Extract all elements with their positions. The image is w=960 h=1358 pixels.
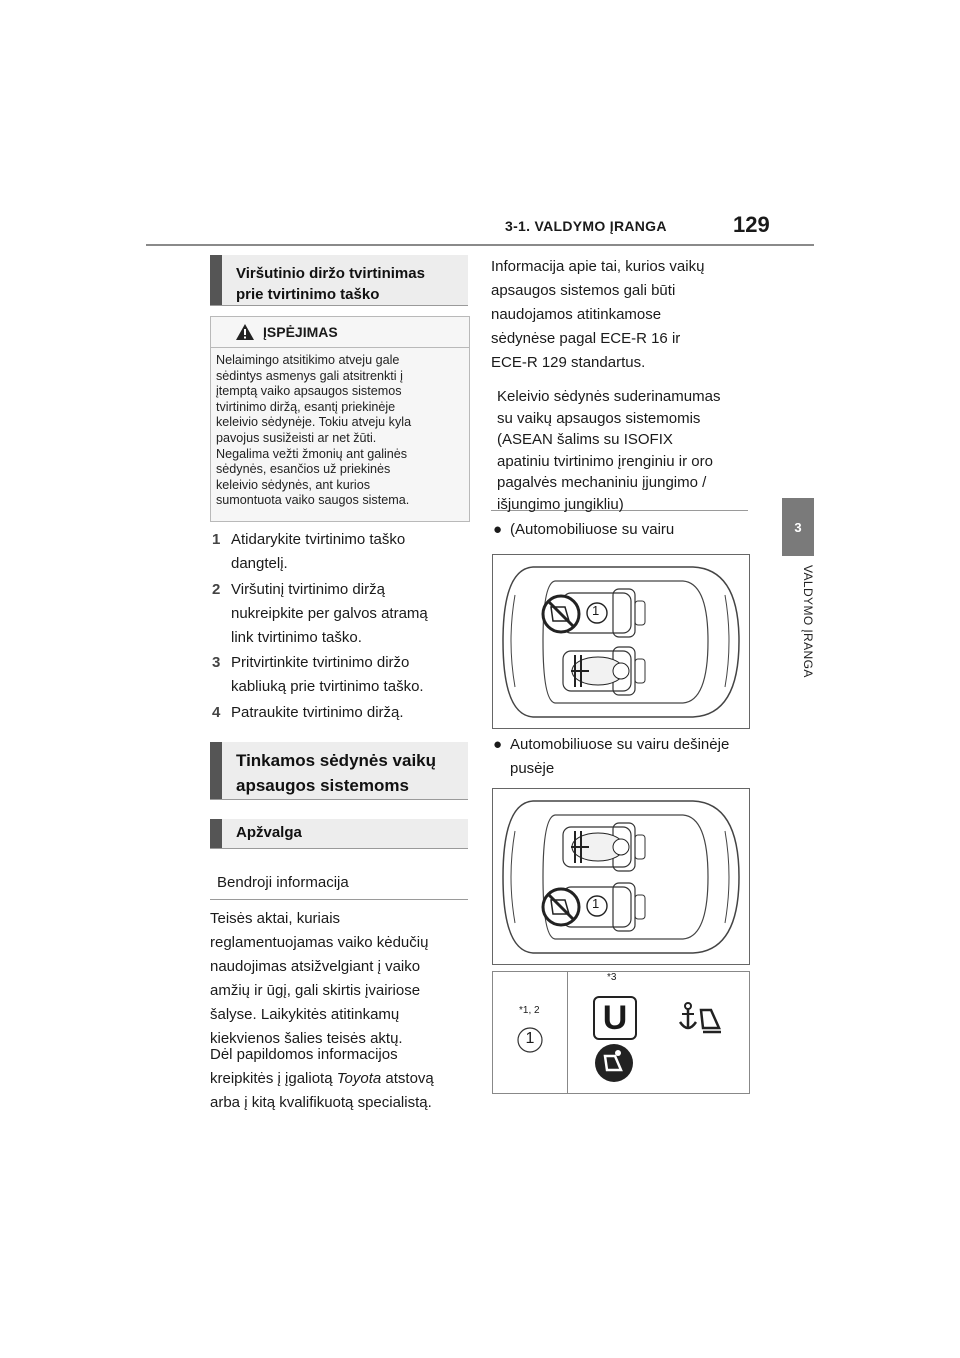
bullet-rhd [493, 733, 753, 781]
step-text: dangtelį. [231, 555, 288, 572]
step-number: 4 [212, 704, 221, 721]
section-title-line: Viršutinio diržo tvirtinimas [236, 265, 425, 282]
subheading-general-info [210, 871, 468, 900]
step-text: kabliuką prie tvirtinimo taško. [231, 678, 424, 695]
brand-name: Toyota [336, 1070, 382, 1087]
paragraph-contact [210, 1043, 472, 1115]
chapter-number: 3 [794, 519, 802, 535]
warning-header [211, 317, 469, 348]
paragraph-line: Dėl papildomos informacijos [210, 1046, 398, 1063]
paragraph-line: ECE-R 129 standartus. [491, 354, 646, 371]
universal-category-icon: U [593, 996, 637, 1040]
legend-footnote: *1, 2 [519, 1005, 540, 1016]
compatibility-legend-table [492, 971, 750, 1094]
compat-line: su vaikų apsaugos sistemomis [497, 409, 701, 427]
paragraph-line: kiekvienos šalies teisės aktų. [210, 1030, 403, 1047]
bullet-text: pusėje [510, 760, 555, 777]
warning-line: įtemptą vaiko apsaugos sistemos [216, 384, 402, 399]
car-topview-illustration [493, 555, 749, 728]
step-4 [212, 701, 474, 725]
section-title-overview [210, 819, 468, 849]
paragraph-text: kreipkitės į įgaliotą [210, 1070, 337, 1087]
bullet-icon: ● [493, 521, 503, 538]
step-text: Patraukite tvirtinimo diržą. [231, 704, 404, 721]
warning-triangle-icon [235, 323, 255, 341]
section-title-line: Apžvalga [236, 824, 302, 841]
compat-line: Keleivio sėdynės suderinamumas [497, 388, 721, 405]
section-title-line: apsaugos sistemoms [236, 776, 409, 795]
car-topview-illustration [493, 789, 749, 964]
warning-line: Negalima vežti žmonių ant galinės [216, 446, 408, 461]
step-text: Atidarykite tvirtinimo taško [231, 531, 406, 548]
warning-text [216, 353, 462, 509]
warning-line: sėdintys asmenys gali atsitrenkti į [216, 368, 403, 383]
paragraph-line: Teisės aktai, kuriais [210, 910, 341, 927]
paragraph-regulations [210, 907, 472, 1051]
chapter-label: VALDYMO ĮRANGA [801, 565, 815, 678]
seat-position-label: 1 [592, 896, 600, 911]
seat-diagram-rhd [492, 788, 750, 965]
paragraph-line: arba į kitą kvalifikuotą specialistą. [210, 1094, 432, 1111]
paragraph-line: naudojamos atitinkamose [491, 306, 662, 323]
section-title-line: prie tvirtinimo taško [236, 286, 380, 303]
subheading-text: Bendroji informacija [217, 874, 349, 891]
paragraph-text: atstovą [381, 1070, 434, 1087]
legend-footnote: *3 [607, 972, 617, 983]
seat-diagram-lhd [492, 554, 750, 729]
seat-position-label: 1 [592, 603, 600, 618]
bullet-lhd [493, 518, 753, 542]
paragraph-line: naudojimas atsižvelgiant į vaiko [210, 958, 421, 975]
warning-line: keleivio sėdynės, ant kurios [216, 477, 371, 492]
step-text: Pritvirtinkite tvirtinimo diržo [231, 654, 410, 671]
step-text: link tvirtinimo taško. [231, 629, 362, 646]
step-number: 2 [212, 581, 221, 598]
compat-line: pagalvės mechaniniu įjungimo / [497, 474, 707, 491]
step-text: Viršutinį tvirtinimo diržą [231, 581, 385, 598]
paragraph-intro [491, 255, 753, 375]
warning-line: pavojus susižeisti ar net žūti. [216, 430, 377, 445]
section-title-suitable-seats [210, 742, 468, 800]
warning-line: keleivio sėdynėje. Tokiu atveju kyla [216, 415, 412, 430]
warning-line: sėdynės, esančios už priekinės [216, 462, 391, 477]
step-number: 3 [212, 654, 221, 671]
compatibility-heading-box [491, 380, 748, 511]
bullet-text: (Automobiliuose su vairu [510, 521, 675, 538]
bullet-text: Automobiliuose su vairu dešinėje [510, 736, 730, 753]
compat-line: (ASEAN šalims su ISOFIX [497, 431, 673, 448]
warning-box [210, 316, 470, 522]
legend-divider [567, 972, 568, 1093]
paragraph-line: Informacija apie tai, kurios vaikų [491, 258, 705, 275]
warning-line: sumontuota vaiko saugos sistema. [216, 493, 410, 508]
bullet-icon: ● [493, 736, 503, 753]
header-rule [146, 244, 814, 246]
warning-line: tvirtinimo diržą, esantį priekinėje [216, 399, 396, 414]
page-number: 129 [733, 212, 770, 237]
warning-line: Nelaimingo atsitikimo atveju gale [216, 353, 400, 367]
step-1 [212, 528, 474, 576]
paragraph-line: apsaugos sistemos gali būti [491, 282, 676, 299]
paragraph-line: reglamentuojamas vaiko kėdučių [210, 934, 429, 951]
paragraph-line: amžių ir ūgį, gali skirtis įvairiose [210, 982, 421, 999]
section-header: 3-1. VALDYMO ĮRANGA [505, 218, 667, 234]
step-text: nukreipkite per galvos atramą [231, 605, 428, 622]
compat-line: apatiniu tvirtinimo įrenginiu ir oro [497, 452, 713, 470]
child-seat-icon [593, 1042, 635, 1084]
step-3 [212, 651, 474, 699]
chapter-tab[interactable] [782, 498, 814, 556]
section-title-top-tether [210, 255, 468, 306]
warning-title: ĮSPĖJIMAS [263, 324, 338, 340]
compat-line: išjungimo jungikliu) [497, 495, 624, 513]
step-number: 1 [212, 531, 221, 548]
section-title-line: Tinkamos sėdynės vaikų [236, 751, 437, 770]
paragraph-line: šalyse. Laikykitės atitinkamų [210, 1006, 400, 1023]
isofix-anchor-seat-icon [677, 1000, 725, 1036]
paragraph-line: sėdynėse pagal ECE-R 16 ir [491, 330, 681, 347]
legend-row-label: 1 [525, 1030, 535, 1047]
step-2 [212, 578, 474, 650]
